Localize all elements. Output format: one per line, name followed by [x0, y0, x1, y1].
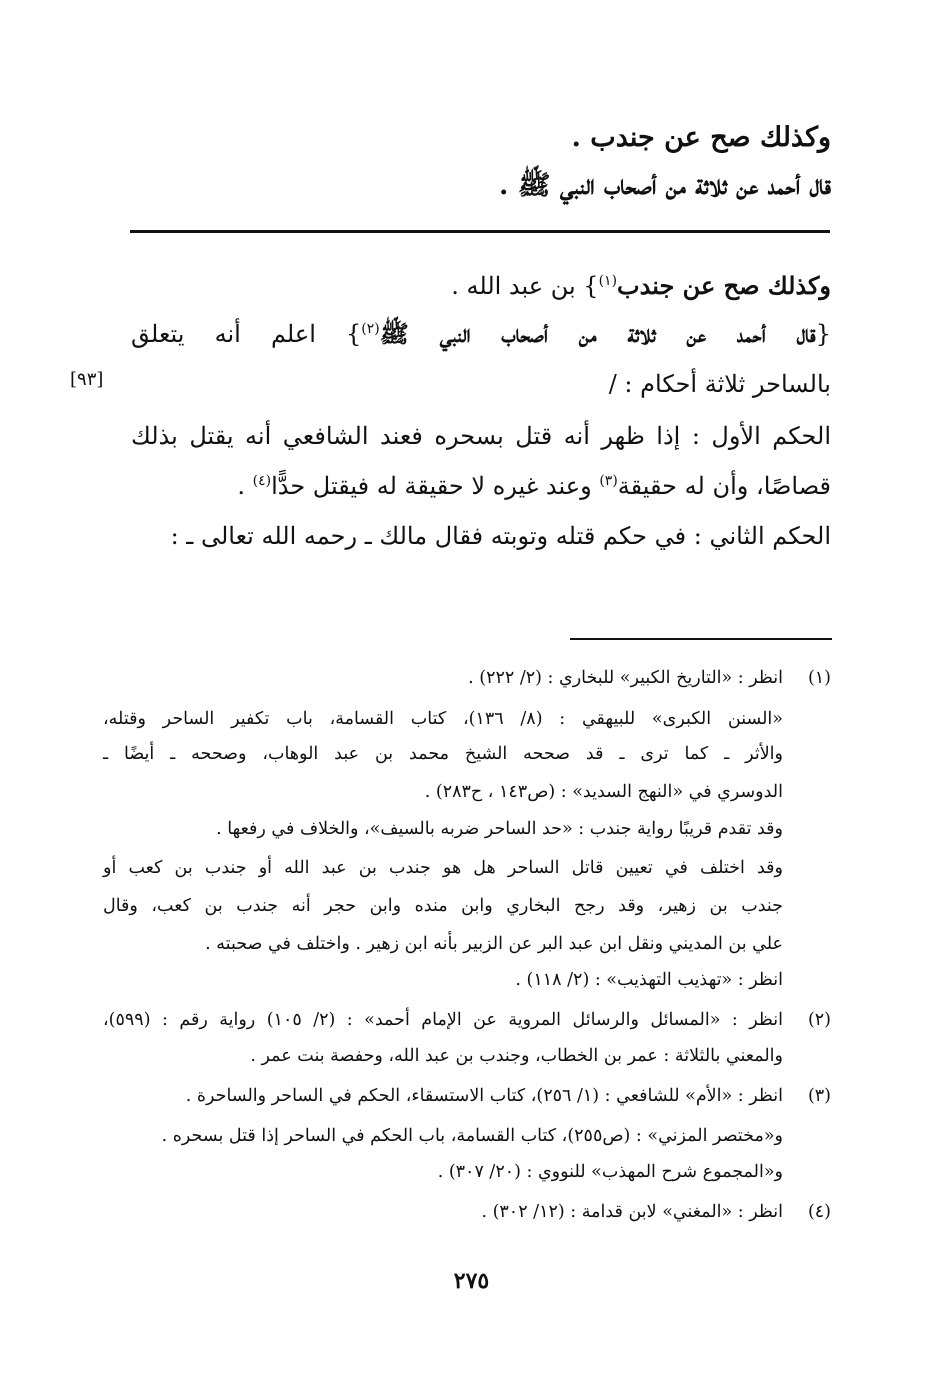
footnote-number-2: (٢)	[807, 1010, 831, 1030]
footnote-ref-3: (٣)	[599, 473, 618, 489]
sharh-line-3: بالساحر ثلاثة أحكام : /	[608, 370, 831, 398]
sharh-line-2	[131, 316, 831, 352]
footnote-line: انظر : «الأم» للشافعي : (١/ ٢٥٦)، كتاب الاستسقاء، الحكم في الساحر والساحرة .	[185, 1086, 783, 1106]
footnote-line: «السنن الكبرى» للبيهقي : (٨/ ١٣٦)، كتاب القسامة، باب تكفير الساحر وقتله،	[103, 709, 783, 729]
matn-separator-rule	[130, 230, 830, 233]
footnote-ref-1: (١)	[598, 273, 618, 289]
footnote-line: والأثر ـ كما ترى ـ قد صححه الشيخ محمد بن عبد الوهاب، وصححه ـ أيضًا ـ	[103, 744, 783, 764]
footnote-separator-rule	[570, 638, 832, 640]
footnote-number-4: (٤)	[807, 1202, 831, 1222]
page-number: ٢٧٥	[453, 1268, 490, 1294]
sharh-line-6: الحكم الثاني : في حكم قتله وتوبته فقال مالك ـ رحمه الله تعالى ـ :	[170, 522, 831, 550]
footnote-line: والمعني بالثلاثة : عمر بن الخطاب، وجندب بن عبد الله، وحفصة بنت عمر .	[250, 1046, 783, 1066]
brace-open: {	[815, 320, 831, 348]
footnote-line: علي بن المديني ونقل ابن عبد البر عن الزبير بأنه ابن زهير . واختلف في صحبته .	[205, 934, 783, 954]
matn-line-1: وكذلك صح عن جندب .	[571, 122, 831, 153]
footnote-line: انظر : «تهذيب التهذيب» : (٢/ ١١٨) .	[515, 970, 783, 990]
footnote-ref-4: (٤)	[252, 473, 272, 489]
footnote-line: انظر : «التاريخ الكبير» للبخاري : (٢/ ٢٢٢) .	[468, 668, 783, 688]
matn-line-2: قال أحمد عن ثلاثة من أصحاب النبي ﷺ .	[499, 170, 831, 201]
manuscript-folio-marker: [٩٣]	[70, 369, 104, 390]
footnote-number-1: (١)	[807, 668, 831, 688]
quoted-matn: قال أحمد عن ثلاثة من أصحاب النبي ﷺ	[379, 319, 816, 348]
sharh-text: } اعلم أنه يتعلق	[131, 320, 362, 348]
footnote-line: الدوسري في «النهج السديد» : (ص١٤٣ ، ح٢٨٣) .	[424, 782, 783, 802]
footnote-line: انظر : «المسائل والرسائل المروية عن الإمام أحمد» : (٢/ ١٠٥) رواية رقم : (٥٩٩)،	[103, 1010, 783, 1030]
footnote-line: و«مختصر المزني» : (ص٢٥٥)، كتاب القسامة، باب الحكم في الساحر إذا قتل بسحره .	[161, 1126, 783, 1146]
footnote-number-3: (٣)	[807, 1086, 831, 1106]
footnote-line: وقد اختلف في تعيين قاتل الساحر هل هو جندب بن عبد الله أو جندب بن كعب أو	[103, 858, 783, 878]
sharh-line-5: قصاصًا، وأن له حقيقة$^{(٣)}$ وعند غيره لا حقيقة له فيقتل حدًّا$^{(٤)}$ .	[237, 472, 831, 500]
sharh-line-1	[131, 268, 831, 304]
footnote-ref-2: (٢)	[361, 321, 380, 337]
footnote-line: وقد تقدم قريبًا رواية جندب : «حد الساحر ضربه بالسيف»، والخلاف في رفعها .	[216, 819, 783, 839]
sharh-line-4: الحكم الأول : إذا ظهر أنه قتل بسحره فعند الشافعي أنه يقتل بذلك	[131, 422, 831, 450]
sharh-text: } بن عبد الله .	[451, 272, 599, 300]
footnote-line: جندب بن زهير، وقد رجح البخاري وابن منده وابن حجر أنه جندب بن كعب، وقال	[103, 896, 783, 916]
quoted-matn: وكذلك صح عن جندب	[617, 271, 831, 300]
footnote-line: انظر : «المغني» لابن قدامة : (١٢/ ٣٠٢) .	[481, 1202, 783, 1222]
footnote-line: و«المجموع شرح المهذب» للنووي : (٢٠/ ٣٠٧) .	[437, 1162, 783, 1182]
